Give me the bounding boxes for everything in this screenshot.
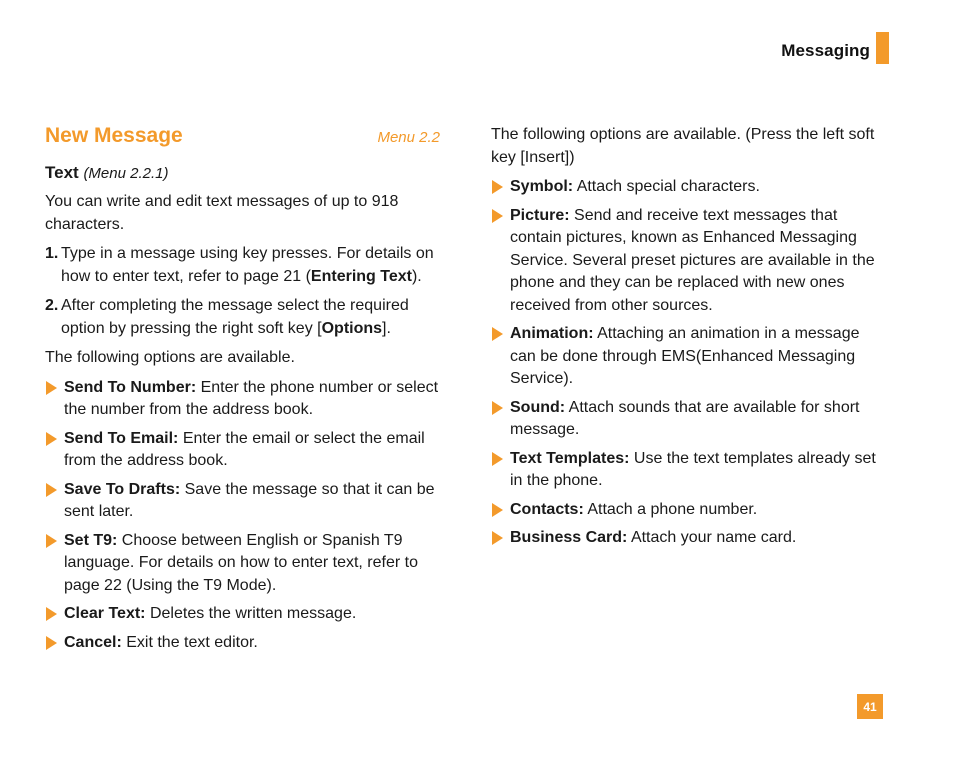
step-item [45, 243, 440, 288]
bullet-arrow-icon [46, 432, 57, 446]
option-text: Set T9: Choose between English or Spanish T9 language. For details on how to enter text, refer to page 22 (Using the T9 Mode). [64, 531, 418, 594]
options-intro: The following options are available. [45, 349, 295, 366]
step-number: 2. [45, 297, 59, 314]
left-column [45, 124, 440, 660]
option-text: Animation: Attaching an animation in a message can be done through EMS(Enhanced Messaging Service). [510, 325, 860, 387]
option-text: Business Card: Attach your name card. [510, 529, 797, 546]
option-item [491, 176, 886, 199]
option-item [45, 603, 440, 626]
option-item [45, 632, 440, 655]
header-accent-bar [876, 32, 889, 64]
bullet-arrow-icon [492, 401, 503, 415]
option-text: Symbol: Attach special characters. [510, 178, 760, 195]
step-item [45, 295, 440, 340]
option-text: Picture: Send and receive text messages that contain pictures, known as Enhanced Messaging Service. Several preset pictures are available in the phone and they can be replaced with new ones received from other sources. [510, 206, 875, 314]
bullet-arrow-icon [492, 503, 503, 517]
option-text: Send To Email: Enter the email or select the email from the address book. [64, 429, 425, 469]
option-text: Sound: Attach sounds that are available for short message. [510, 398, 860, 438]
bullet-arrow-icon [46, 534, 57, 548]
option-item [491, 397, 886, 442]
option-item [45, 428, 440, 473]
section-heading [45, 124, 440, 148]
option-text: Cancel: Exit the text editor. [64, 633, 258, 651]
option-item [491, 527, 886, 550]
bullet-arrow-icon [492, 180, 503, 194]
bullet-arrow-icon [46, 636, 57, 650]
running-header: Messaging [781, 41, 870, 60]
bullet-arrow-icon [46, 381, 57, 395]
option-text: Contacts: Attach a phone number. [510, 500, 758, 518]
option-item [491, 448, 886, 493]
menu-reference: Menu 2.2 [377, 129, 440, 146]
option-item [45, 377, 440, 422]
subsection-title: Text [45, 163, 79, 182]
bullet-arrow-icon [46, 607, 57, 621]
section-title: New Message [45, 124, 183, 147]
subsection-menu-reference: (Menu 2.2.1) [83, 165, 169, 182]
option-item [491, 205, 886, 318]
step-text: After completing the message select the required option by pressing the right soft key [Options]. [61, 297, 409, 337]
bullet-arrow-icon [46, 483, 57, 497]
bullet-arrow-icon [492, 327, 503, 341]
option-item [491, 499, 886, 522]
intro-paragraph: You can write and edit text messages of up to 918 characters. [45, 193, 399, 233]
option-text: Text Templates: Use the text templates already set in the phone. [510, 449, 876, 489]
page-number: 41 [857, 694, 883, 719]
option-item [491, 323, 886, 391]
bullet-arrow-icon [492, 531, 503, 545]
subsection-heading [45, 163, 440, 183]
step-text: Type in a message using key presses. For details on how to enter text, refer to page 21 (Entering Text). [61, 245, 434, 285]
right-column [491, 124, 886, 556]
option-text: Clear Text: Deletes the written message. [64, 605, 357, 622]
option-item [45, 479, 440, 524]
insert-options-intro: The following options are available. (Press the left soft key [Insert]) [491, 126, 875, 166]
step-number: 1. [45, 245, 59, 262]
bullet-arrow-icon [492, 452, 503, 466]
option-text: Save To Drafts: Save the message so that it can be sent later. [64, 480, 435, 520]
option-text: Send To Number: Enter the phone number or select the number from the address book. [64, 378, 439, 418]
option-item [45, 530, 440, 598]
bullet-arrow-icon [492, 209, 503, 223]
